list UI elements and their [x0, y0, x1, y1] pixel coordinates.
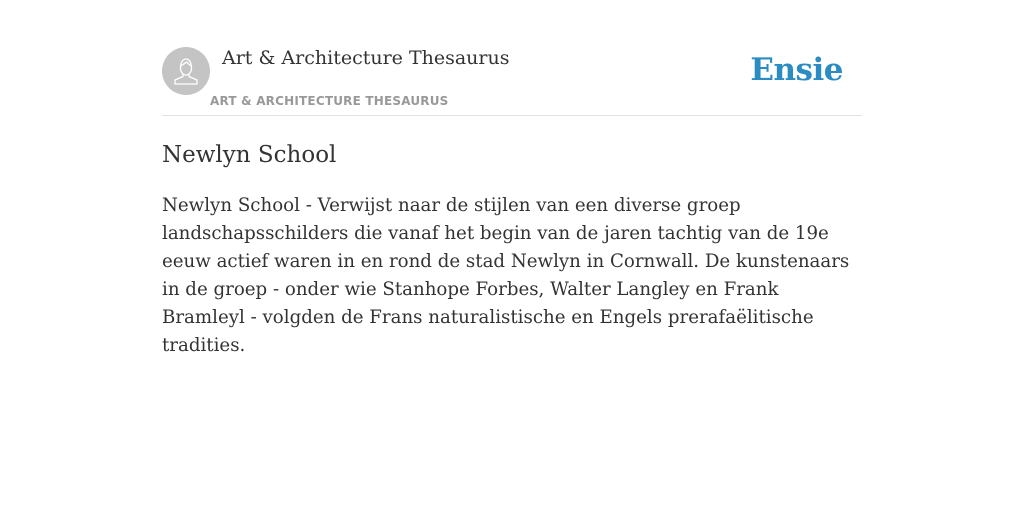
term-description: Newlyn School - Verwijst naar de stijlen van een diverse groep landschapsschilders die vanaf het begin van de jaren tachtig van de 19e eeuw actief waren in en rond de stad Newlyn in Cornwall. De kunstenaars in de groep - onder wie Stanhope Forbes, Walter Langley en Frank Bramleyl - volgden de Frans naturalistische en Engels prerafaëlitische tradities. — [162, 195, 850, 356]
page-title: Newlyn School — [162, 142, 337, 168]
term-card — [162, 0, 862, 512]
user-silhouette-icon — [162, 47, 210, 95]
source-avatar[interactable] — [162, 47, 210, 95]
header-divider — [162, 115, 862, 116]
source-title[interactable]: Art & Architecture Thesaurus — [222, 47, 510, 69]
source-subtitle[interactable]: ART & ARCHITECTURE THESAURUS — [210, 94, 449, 108]
ensie-logo[interactable]: Ensie — [750, 52, 843, 88]
